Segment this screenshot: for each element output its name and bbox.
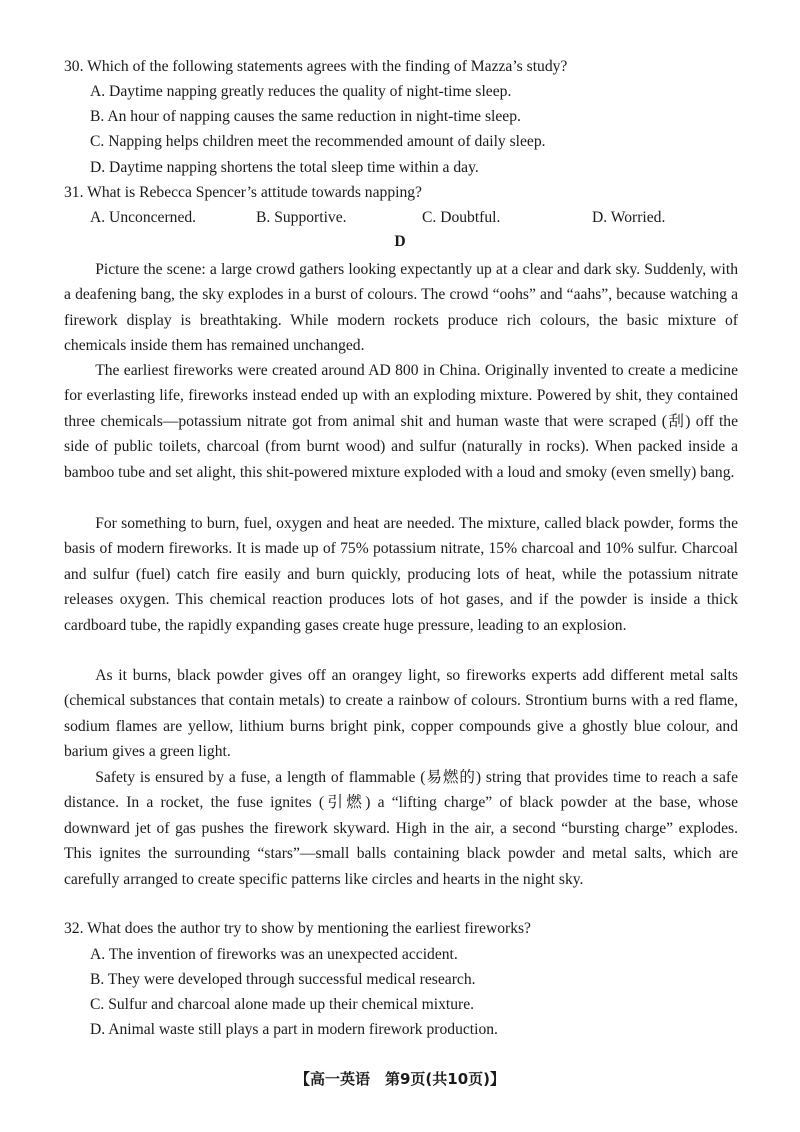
question-30-option-a: A. Daytime napping greatly reduces the quality of night-time sleep.: [90, 83, 512, 100]
passage-d-heading: D: [394, 233, 406, 250]
passage-paragraph-3: For something to burn, fuel, oxygen and heat are needed. The mixture, called black powder, forms the basis of modern fireworks. It is made up of 75% potassium nitrate, 15% charcoal and 10% sulfur. Charcoal and sulfur (fuel) catch fire easily and burn quickly, producing lots of heat, while the potassium nitrate releases oxygen. This chemical reaction produces lots of hot gases, and if the powder is inside a thick cardboard tube, the rapidly expanding gases create huge pressure, leading to an explosion.: [64, 515, 738, 634]
passage-paragraph-1: Picture the scene: a large crowd gathers looking expectantly up at a clear and dark sky. Suddenly, with a deafening bang, the sky explodes in a burst of colours. The crowd “oohs” and “aahs”, because watching a firework display is breathtaking. While modern rockets produce rich colours, the basic mixture of chemicals inside them has remained unchanged.: [64, 261, 738, 355]
question-32-stem: 32. What does the author try to show by mentioning the earliest fireworks?: [64, 920, 531, 937]
question-32-option-b: B. They were developed through successful medical research.: [90, 971, 476, 988]
question-31-options: [90, 205, 760, 230]
question-31-option-c: C. Doubtful.: [422, 209, 501, 226]
passage-paragraph-2: The earliest fireworks were created around AD 800 in China. Originally invented to create a medicine for everlasting life, fireworks instead ended up with an exploding mixture. Powered by shit, they contained three chemicals—potassium nitrate got from animal shit and human waste that were scraped (刮) off the side of public toilets, charcoal (from burnt wood) and sulfur (naturally in rocks). When packed inside a bamboo tube and set alight, this shit-powered mixture exploded with a loud and smoky (even smelly) bang.: [64, 362, 738, 481]
question-31-option-a: A. Unconcerned.: [90, 209, 197, 226]
question-32-option-c: C. Sulfur and charcoal alone made up their chemical mixture.: [90, 996, 475, 1013]
passage-paragraph-4: As it burns, black powder gives off an orangey light, so fireworks experts add different metal salts (chemical substances that contain metals) to create a rainbow of colours. Strontium burns with a red flame, sodium flames are yellow, lithium burns bright pink, copper compounds give a ghostly blue colour, and barium gives a green light.: [64, 667, 738, 761]
page-footer: 【高一英语 第9页(共10页)】: [294, 1070, 506, 1088]
question-32-option-d: D. Animal waste still plays a part in modern firework production.: [90, 1021, 498, 1038]
question-31-option-d: D. Worried.: [592, 209, 666, 226]
question-32-option-a: A. The invention of fireworks was an unexpected accident.: [90, 946, 458, 963]
passage-paragraph-5: Safety is ensured by a fuse, a length of flammable (易燃的) string that provides time to reach a safe distance. In a rocket, the fuse ignites (引燃) a “lifting charge” of black powder at the base, whose downward jet of gas pushes the firework skyward. High in the air, a second “bursting charge” explodes. This ignites the surrounding “stars”—small balls containing black powder and metal salts, which are carefully arranged to create specific patterns like circles and hearts in the night sky.: [64, 769, 738, 888]
question-30-option-d: D. Daytime napping shortens the total sleep time within a day.: [90, 159, 479, 176]
question-31-stem: 31. What is Rebecca Spencer’s attitude towards napping?: [64, 184, 422, 201]
question-30-option-c: C. Napping helps children meet the recommended amount of daily sleep.: [90, 133, 546, 150]
question-30-stem: 30. Which of the following statements agrees with the finding of Mazza’s study?: [64, 58, 568, 75]
question-31-option-b: B. Supportive.: [256, 209, 347, 226]
question-30-option-b: B. An hour of napping causes the same reduction in night-time sleep.: [90, 108, 521, 125]
